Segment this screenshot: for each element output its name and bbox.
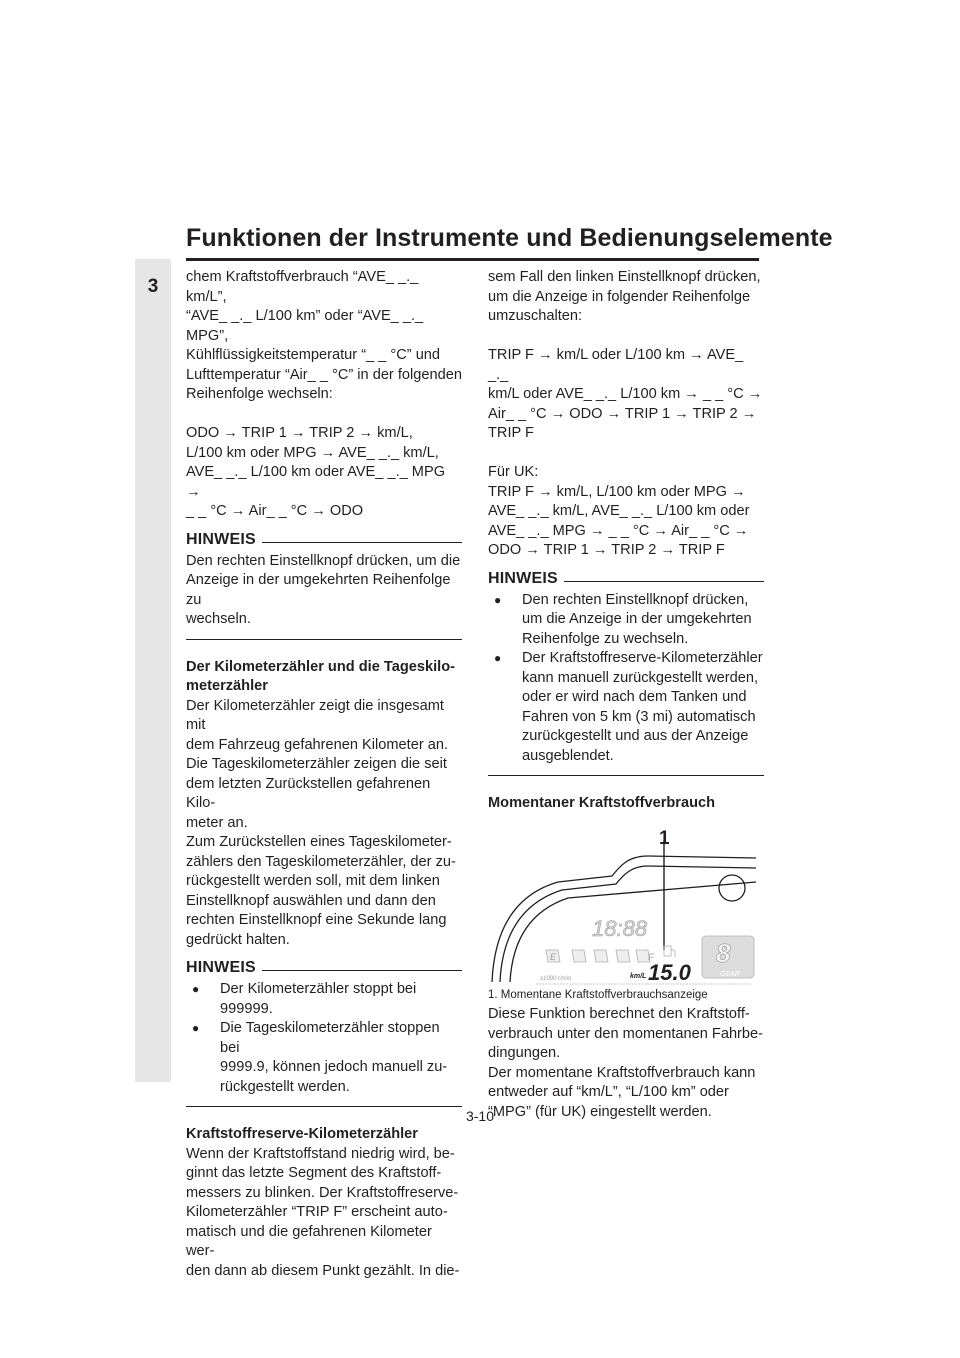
rpm-unit-label: x1000 r/min bbox=[540, 975, 572, 982]
chapter-tab bbox=[135, 259, 171, 1082]
list-item: ● Der Kraftstoffreserve-Kilometerzähler kann manuell zurückgestellt werden, oder er wird nach dem Tanken und Fahren von 5 km (3 mi) automatisch zurückgestellt und aus der Anzeige ausgeblendet. bbox=[494, 649, 764, 766]
list-item: ● Die Tageskilometerzähler stoppen bei 9999.9, können jedoch manuell zu- rückgestellt werden. bbox=[192, 1019, 462, 1097]
uk-sequence-paragraph: Für UK: TRIP F → km/L, L/100 km oder MPG → AVE_ _._ km/L, AVE_ _._ L/100 km oder AVE_ _._ MPG → _ _ °C → Air_ _ °C → ODO → TRIP 1 → TRIP 2 → TRIP F bbox=[488, 464, 750, 558]
note-end-rule bbox=[488, 775, 764, 776]
paragraph: sem Fall den linken Einstellknopf drücken, um die Anzeige in folgender Reihenfolge umzuschalten: bbox=[488, 269, 761, 324]
note-heading: HINWEIS bbox=[186, 530, 462, 552]
section-heading-instant-fuel: Momentaner Kraftstoffverbrauch bbox=[488, 795, 716, 811]
note-heading: HINWEIS bbox=[488, 569, 764, 591]
fuel-pump-icon bbox=[664, 946, 675, 957]
section-heading-odometer: Der Kilometerzähler und die Tageskilo- meterzähler bbox=[186, 658, 455, 694]
note-end-rule bbox=[186, 639, 462, 640]
note-text: Den rechten Einstellknopf drücken, um die Anzeige in der umgekehrten Reihenfolge zu wechseln. bbox=[186, 552, 461, 627]
paragraph: chem Kraftstoffverbrauch “AVE_ _._ km/L”, “AVE_ _._ L/100 km” oder “AVE_ _._ MPG”, Kühlflüssigkeitstemperatur “_ _ °C” und Lufttemperatur “Air_ _ °C” in der folgenden Reihenfolge wechseln: bbox=[186, 269, 462, 402]
instant-fuel-text: Diese Funktion berechnet den Kraftstoff- verbrauch unter den momentanen Fahrbe- dingungen. Der momentane Kraftstoffverbrauch kann entweder auf “km/L”, “L/100 km” oder “MPG” (für UK) eingestellt werden. bbox=[488, 1006, 764, 1120]
meter-illustration bbox=[488, 826, 760, 986]
gear-digit: 8 bbox=[716, 937, 731, 968]
list-item: ● Der Kilometerzähler stoppt bei 999999. bbox=[192, 980, 462, 1019]
fuel-e-label: E bbox=[550, 951, 557, 962]
sequence-paragraph: ODO → TRIP 1 → TRIP 2 → km/L, L/100 km oder MPG → AVE_ _._ km/L, AVE_ _._ L/100 km oder AVE_ _._ MPG → _ _ °C → Air_ _ °C → ODO bbox=[186, 425, 446, 519]
header-rule bbox=[186, 258, 759, 261]
right-column bbox=[488, 268, 764, 1122]
note-end-rule bbox=[186, 1106, 462, 1107]
page-header-title: Funktionen der Instrumente und Bedienungselemente bbox=[186, 224, 833, 252]
fuel-consumption-value: 15.0 bbox=[648, 959, 691, 985]
figure-caption: 1. Momentane Kraftstoffverbrauchsanzeige bbox=[488, 988, 708, 1001]
note-bullet-list bbox=[488, 591, 764, 767]
page-number: 3-10 bbox=[465, 1108, 495, 1124]
note-bullet-list bbox=[186, 980, 462, 1097]
unit-label: km/L bbox=[630, 972, 647, 980]
left-column bbox=[186, 268, 462, 1281]
chapter-number: 3 bbox=[147, 276, 159, 297]
list-item: ● Den rechten Einstellknopf drücken, um die Anzeige in der umgekehrten Reihenfolge zu wechseln. bbox=[494, 591, 764, 650]
note-heading: HINWEIS bbox=[186, 958, 462, 980]
odometer-text: Der Kilometerzähler zeigt die insgesamt mit dem Fahrzeug gefahrenen Kilometer an. Die Tageskilometerzähler zeigen die seit dem letzten Zurückstellen gefahrenen Kilo- meter an. Zum Zurückstellen eines Tageskilometer- zählers den Tageskilometerzähler, der zu- rückgestellt werden soll, mit dem linken Einstellknopf auswählen und dann den rechten Einstellknopf eine Sekunde lang gedrückt halten. bbox=[186, 697, 456, 948]
dashboard-figure bbox=[488, 826, 760, 986]
gear-label: GEAR bbox=[720, 970, 740, 978]
sequence-paragraph: TRIP F → km/L oder L/100 km → AVE_ _._ km/L oder AVE_ _._ L/100 km → _ _ °C → Air_ _ °C → ODO → TRIP 1 → TRIP 2 → TRIP F bbox=[488, 347, 763, 441]
callout-number: 1 bbox=[659, 827, 670, 849]
fuel-reserve-text: Wenn der Kraftstoffstand niedrig wird, be- ginnt das letzte Segment des Kraftstoff- messers zu blinken. Der Kraftstoffreserve- Kilometerzähler “TRIP F” erscheint auto- matisch und die gefahrenen Kilometer wer- den dann ab diesem Punkt gezählt. In die- bbox=[186, 1145, 460, 1279]
fuel-f-label: F bbox=[648, 951, 654, 962]
section-heading-fuel-reserve: Kraftstoffreserve-Kilometerzähler bbox=[186, 1126, 418, 1142]
clock-readout: 18:88 bbox=[592, 915, 648, 941]
